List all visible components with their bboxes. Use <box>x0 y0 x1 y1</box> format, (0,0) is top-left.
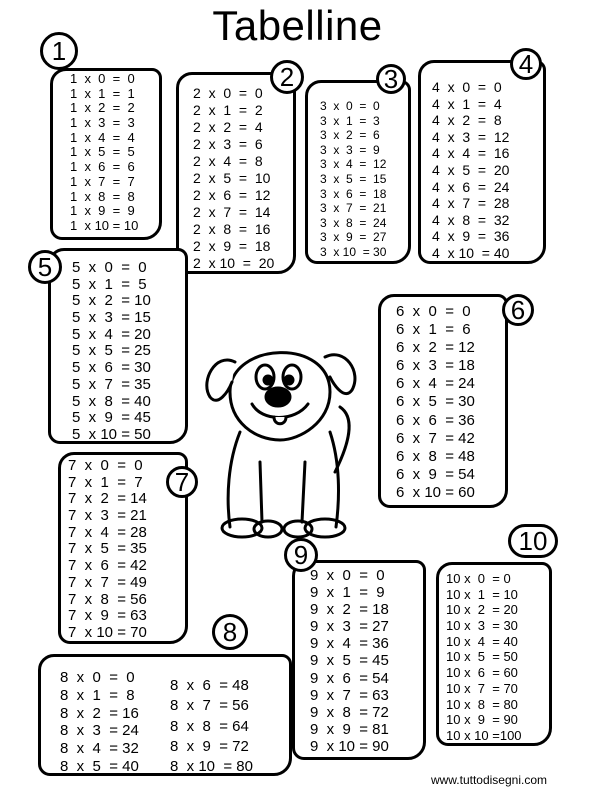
page-title: Tabelline <box>212 2 383 49</box>
table-row: 9 x 1 = 9 <box>310 584 385 602</box>
table-row: 8 x 10 = 80 <box>170 758 253 775</box>
table-row: 3 x 4 = 12 <box>320 157 387 172</box>
table-row: 3 x 6 = 18 <box>320 186 387 201</box>
table-row: 8 x 8 = 64 <box>170 717 249 735</box>
table-row: 9 x 9 = 81 <box>310 720 389 738</box>
table-row: 6 x 7 = 42 <box>396 429 475 447</box>
table-row: 10 x 6 = 60 <box>446 665 518 681</box>
table-row: 5 x 2 = 10 <box>72 292 151 310</box>
table-8-rows-right <box>170 678 253 774</box>
table-row: 10 x 5 = 50 <box>446 649 518 665</box>
table-7-number: 7 <box>166 466 198 498</box>
table-row: 3 x 3 = 9 <box>320 142 380 157</box>
table-row: 6 x 4 = 24 <box>396 375 475 393</box>
table-row: 4 x 7 = 28 <box>432 195 510 212</box>
table-row: 5 x 0 = 0 <box>72 259 147 276</box>
table-row: 6 x 1 = 6 <box>396 321 471 339</box>
table-row: 2 x 10 = 20 <box>193 255 275 271</box>
table-row: 10 x 2 = 20 <box>446 602 518 618</box>
table-row: 10 x 8 = 80 <box>446 696 518 712</box>
table-row: 8 x 1 = 8 <box>60 686 135 704</box>
table-row: 7 x 9 = 63 <box>68 607 147 625</box>
table-row: 1 x 3 = 3 <box>70 115 135 131</box>
table-row: 3 x 5 = 15 <box>320 171 387 186</box>
table-6-number: 6 <box>502 294 534 326</box>
table-row: 4 x 4 = 16 <box>432 145 510 162</box>
table-row: 6 x 2 = 12 <box>396 339 475 357</box>
table-row: 8 x 9 = 72 <box>170 737 249 755</box>
table-row: 9 x 8 = 72 <box>310 703 389 721</box>
table-row: 6 x 0 = 0 <box>396 303 471 320</box>
table-row: 4 x 8 = 32 <box>432 211 510 228</box>
table-row: 1 x 0 = 0 <box>70 71 135 86</box>
table-row: 7 x 0 = 0 <box>68 457 143 474</box>
table-row: 1 x 1 = 1 <box>70 85 135 101</box>
table-row: 6 x 6 = 36 <box>396 411 475 429</box>
table-row: 1 x 7 = 7 <box>70 173 135 189</box>
table-row: 10 x 4 = 40 <box>446 633 518 649</box>
table-row: 9 x 6 = 54 <box>310 669 389 687</box>
table-row: 1 x 10 = 10 <box>70 217 139 233</box>
table-9-number: 9 <box>284 538 318 572</box>
table-row: 7 x 1 = 7 <box>68 473 143 491</box>
table-row: 2 x 9 = 18 <box>193 238 271 254</box>
table-row: 4 x 3 = 12 <box>432 128 510 145</box>
table-row: 1 x 4 = 4 <box>70 129 135 145</box>
table-row: 10 x 10 =100 <box>446 727 522 743</box>
table-2-rows <box>193 86 274 270</box>
table-row: 9 x 10 = 90 <box>310 737 389 755</box>
table-row: 2 x 6 = 12 <box>193 187 271 203</box>
table-row: 2 x 1 = 2 <box>193 102 263 118</box>
table-row: 1 x 8 = 8 <box>70 188 135 204</box>
table-row: 10 x 7 = 70 <box>446 680 518 696</box>
table-row: 9 x 5 = 45 <box>310 652 389 670</box>
table-row: 4 x 9 = 36 <box>432 228 510 245</box>
table-row: 8 x 0 = 0 <box>60 669 135 686</box>
table-row: 1 x 2 = 2 <box>70 100 135 116</box>
table-row: 4 x 6 = 24 <box>432 178 510 195</box>
table-4-rows <box>432 80 509 260</box>
table-row: 7 x 10 = 70 <box>68 623 147 641</box>
table-row: 6 x 5 = 30 <box>396 393 475 411</box>
table-row: 5 x 4 = 20 <box>72 325 151 343</box>
table-row: 3 x 2 = 6 <box>320 128 380 143</box>
table-row: 4 x 0 = 0 <box>432 79 502 95</box>
table-row: 10 x 0 = 0 <box>446 571 511 586</box>
table-row: 5 x 9 = 45 <box>72 409 151 427</box>
table-5-rows <box>72 260 151 442</box>
table-row: 7 x 6 = 42 <box>68 557 147 575</box>
table-9-rows <box>310 568 389 754</box>
table-3-number: 3 <box>376 64 406 94</box>
table-row: 7 x 5 = 35 <box>68 540 147 558</box>
table-row: 4 x 1 = 4 <box>432 95 502 112</box>
table-6-rows <box>396 304 475 500</box>
table-row: 2 x 4 = 8 <box>193 153 263 169</box>
table-row: 10 x 3 = 30 <box>446 618 518 634</box>
table-row: 8 x 7 = 56 <box>170 697 249 715</box>
table-1-number: 1 <box>40 32 78 70</box>
table-row: 5 x 5 = 25 <box>72 342 151 360</box>
table-row: 3 x 8 = 24 <box>320 215 387 230</box>
table-row: 2 x 8 = 16 <box>193 221 271 237</box>
table-row: 2 x 7 = 14 <box>193 204 271 220</box>
table-row: 9 x 7 = 63 <box>310 686 389 704</box>
table-4-number: 4 <box>510 48 542 80</box>
table-row: 2 x 0 = 0 <box>193 85 263 101</box>
table-row: 6 x 8 = 48 <box>396 447 475 465</box>
table-row: 5 x 1 = 5 <box>72 275 147 293</box>
table-row: 4 x 2 = 8 <box>432 112 502 129</box>
table-row: 6 x 9 = 54 <box>396 465 475 483</box>
table-row: 4 x 5 = 20 <box>432 161 510 178</box>
table-row: 7 x 8 = 56 <box>68 590 147 608</box>
table-row: 7 x 3 = 21 <box>68 507 147 525</box>
table-row: 6 x 3 = 18 <box>396 357 475 375</box>
table-8-rows-left <box>60 670 139 774</box>
table-row: 2 x 2 = 4 <box>193 119 263 135</box>
table-row: 3 x 10 = 30 <box>320 244 387 259</box>
table-7-rows <box>68 458 147 640</box>
site-credit: www.tuttodisegni.com <box>430 773 547 787</box>
table-1-rows <box>70 72 138 232</box>
table-row: 5 x 3 = 15 <box>72 309 151 327</box>
table-row: 4 x 10 = 40 <box>432 244 510 261</box>
table-row: 3 x 1 = 3 <box>320 113 380 128</box>
table-row: 3 x 9 = 27 <box>320 230 387 245</box>
table-row: 3 x 7 = 21 <box>320 201 387 216</box>
table-row: 5 x 8 = 40 <box>72 392 151 410</box>
table-2-number: 2 <box>270 60 304 94</box>
table-row: 7 x 7 = 49 <box>68 573 147 591</box>
table-row: 9 x 0 = 0 <box>310 567 385 584</box>
table-row: 1 x 5 = 5 <box>70 144 135 160</box>
table-row: 7 x 4 = 28 <box>68 523 147 541</box>
table-row: 7 x 2 = 14 <box>68 490 147 508</box>
table-row: 1 x 6 = 6 <box>70 159 135 175</box>
table-row: 5 x 7 = 35 <box>72 375 151 393</box>
table-row: 5 x 6 = 30 <box>72 359 151 377</box>
table-row: 3 x 0 = 0 <box>320 99 380 113</box>
table-row: 2 x 5 = 10 <box>193 170 271 186</box>
table-row: 2 x 3 = 6 <box>193 136 263 152</box>
table-row: 5 x 10 = 50 <box>72 425 151 443</box>
table-row: 8 x 5 = 40 <box>60 757 139 775</box>
table-5-number: 5 <box>28 250 62 284</box>
table-row: 9 x 3 = 27 <box>310 618 389 636</box>
table-row: 10 x 1 = 10 <box>446 586 518 602</box>
table-10-number: 10 <box>508 524 558 558</box>
table-row: 9 x 4 = 36 <box>310 635 389 653</box>
table-row: 1 x 9 = 9 <box>70 203 135 219</box>
table-row: 8 x 4 = 32 <box>60 740 139 758</box>
table-row: 8 x 2 = 16 <box>60 704 139 722</box>
table-row: 8 x 3 = 24 <box>60 722 139 740</box>
table-row: 9 x 2 = 18 <box>310 601 389 619</box>
dog-illustration <box>190 322 370 542</box>
table-row: 8 x 6 = 48 <box>170 677 249 694</box>
table-10-rows <box>446 572 522 742</box>
table-3-rows <box>320 100 386 258</box>
table-row: 6 x 10 = 60 <box>396 483 475 501</box>
table-row: 10 x 9 = 90 <box>446 712 518 728</box>
table-8-number: 8 <box>212 614 248 650</box>
